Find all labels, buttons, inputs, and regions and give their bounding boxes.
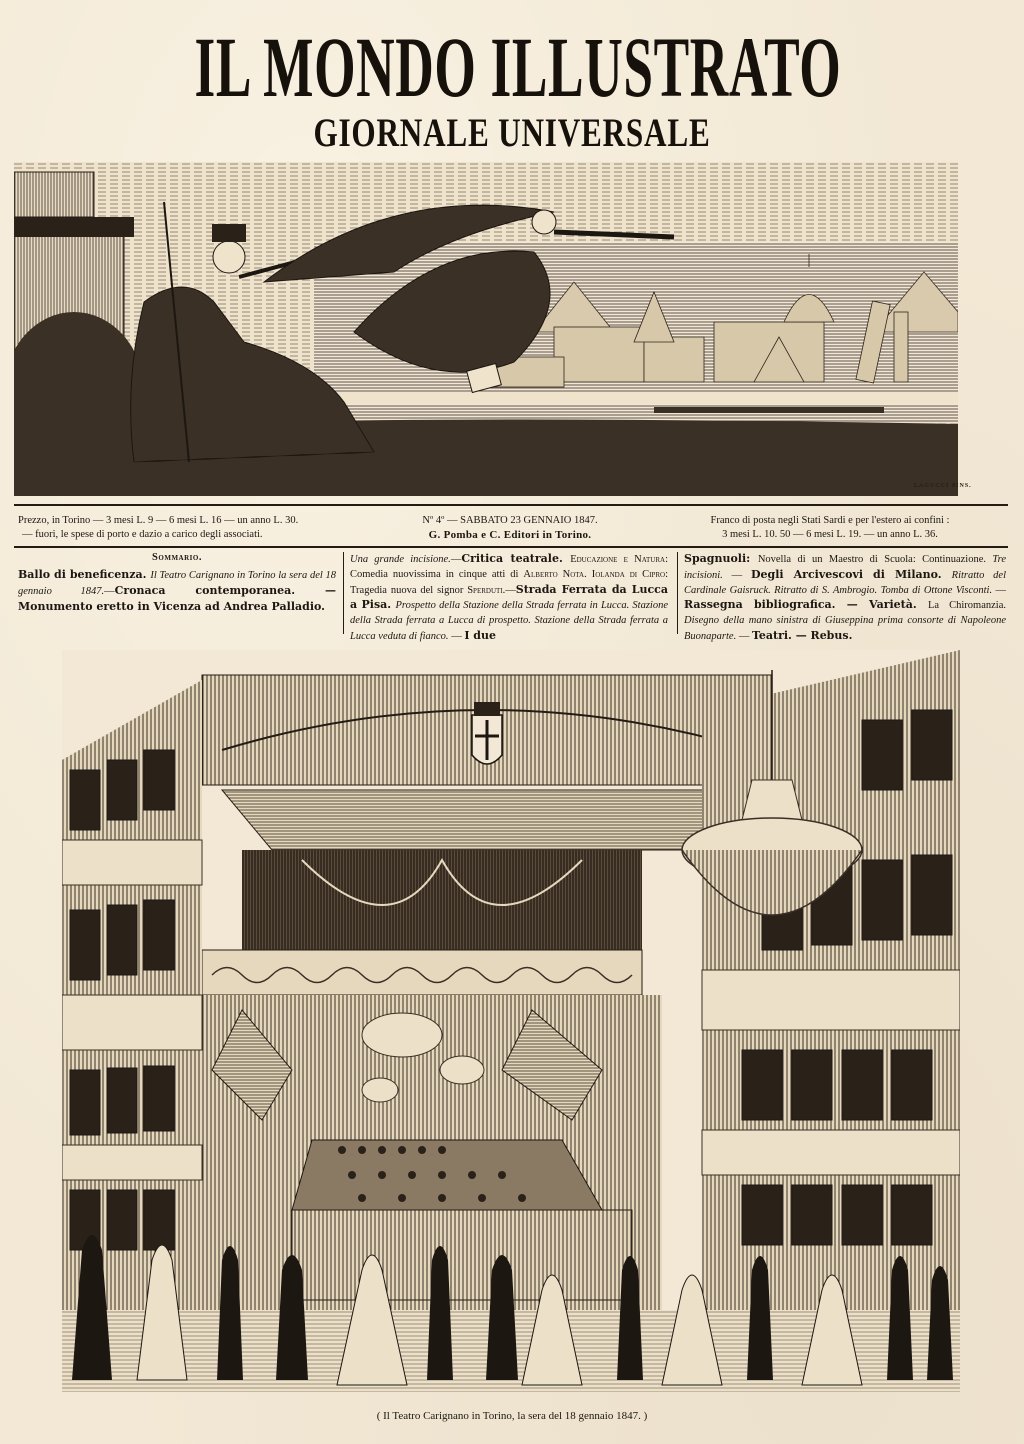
subscription-price-torino (18, 514, 338, 542)
sommario-column-2 (350, 552, 668, 645)
sommario-entry-smallcaps: Sperduti (467, 584, 503, 596)
sommario-entry-plain: — (104, 585, 115, 597)
sommario-entry-italic: Tre incisioni. (684, 554, 1006, 581)
sommario-entry-plain: — (451, 630, 465, 642)
sommario-entry-smallcaps: Alberto Nota (523, 568, 585, 580)
sommario-entry-plain: — (505, 584, 516, 596)
illustration-caption: ( Il Teatro Carignano in Torino, la sera del 18 gennaio 1847. ) (376, 1410, 648, 1422)
divider-mid (14, 546, 1008, 548)
theatre-engraving (62, 650, 960, 1392)
masthead-subtitle: GIORNALE UNIVERSALE (313, 110, 711, 155)
subscription-price-abroad (680, 514, 980, 542)
sommario-entry-bold: I due (464, 628, 496, 642)
sommario-heading: Sommario. (152, 552, 202, 563)
sommario-entry-bold: Spagnuoli: (684, 552, 758, 565)
sommario-entry-italic: Prospetto della Stazione della Strada ferrata in Lucca. Stazione della Strada ferrata a Lucca di prospetto. Stazione della Strada ferrata a Lucca veduta di fianco. (350, 600, 668, 642)
sommario-entry-plain: — (731, 569, 751, 581)
abroad-line-2: 3 mesi L. 10. 50 — 6 mesi L. 19. — un anno L. 36. (722, 529, 938, 540)
sommario-entry-plain: — (992, 584, 1006, 596)
sommario-entry-plain: — (450, 554, 462, 565)
sommario-entry-smallcaps: Iolanda di Cipro (591, 568, 666, 580)
column-divider-2 (677, 552, 678, 634)
sommario-entry-plain: : Comedia nuovissima in cinque atti di (350, 554, 668, 580)
sommario-entry-italic: Una grande incisione. (350, 554, 451, 565)
sommario-entry-plain: . (502, 584, 506, 596)
sommario-entry-bold: Degli Arcivescovi di Milano. (750, 567, 952, 581)
sommario-entry-bold: Rassegna bibliografica. — Varietà. (684, 598, 928, 612)
abroad-line-1: Franco di posta negli Stati Sardi e per l'estero ai confini : (710, 515, 950, 526)
sommario-entry-italic: Il Teatro Carignano in Torino la sera del 18 gennaio 1847. (18, 570, 336, 597)
sommario-entry-italic: Disegno della mano sinistra di Giuseppina prima consorte di Napoleone Buonaparte. (684, 615, 1006, 642)
issue-number-date: Nº 4º — SABBATO 23 GENNAIO 1847. (422, 515, 598, 526)
sommario-entry-bold: Cronaca contemporanea. — Monumento eretto in Vicenza ad Andrea Palladio. (18, 583, 337, 613)
divider-top (14, 504, 1008, 506)
sommario-column-1 (18, 568, 336, 615)
masthead-title: IL MONDO ILLUSTRATO (194, 19, 842, 115)
sommario-entry-bold: Critica teatrale. (461, 552, 571, 565)
sommario-entry-plain: . (584, 568, 592, 580)
price-line-2: — fuori, le spese di porto e dazio a carico degli associati. (22, 529, 263, 540)
sommario-entry-plain: Novella di un Maestro di Scuola: Continuazione. (757, 554, 993, 565)
publisher-line: G. Pomba e C. Editori in Torino. (428, 529, 592, 541)
column-divider-1 (343, 552, 344, 634)
engraver-signature: LAGUCCI SINS. (914, 483, 972, 489)
sommario-entry-smallcaps: Educazione e Natura (570, 554, 666, 565)
sommario-entry-bold: Ballo di beneficenza. (18, 568, 151, 581)
sommario-column-3 (684, 552, 1006, 645)
banner-engraving (14, 162, 958, 496)
sommario-entry-plain: La Chiromanzia. (928, 600, 1006, 612)
sommario-entry-italic: Ritratto del Cardinale Gaisruck. Ritratto di S. Ambrogio. Tomba di Ottone Visconti. (684, 569, 1006, 596)
issue-info (360, 514, 660, 542)
sommario-entry-plain: — (738, 630, 752, 642)
sommario-entry-bold: Strada Ferrata da Lucca a Pisa. (350, 582, 668, 612)
sommario-entry-bold: Teatri. — Rebus. (751, 628, 853, 642)
sommario-entry-plain: : Tragedia nuova del signor (350, 568, 668, 596)
price-line-1: Prezzo, in Torino — 3 mesi L. 9 — 6 mesi L. 16 — un anno L. 30. (18, 515, 299, 526)
